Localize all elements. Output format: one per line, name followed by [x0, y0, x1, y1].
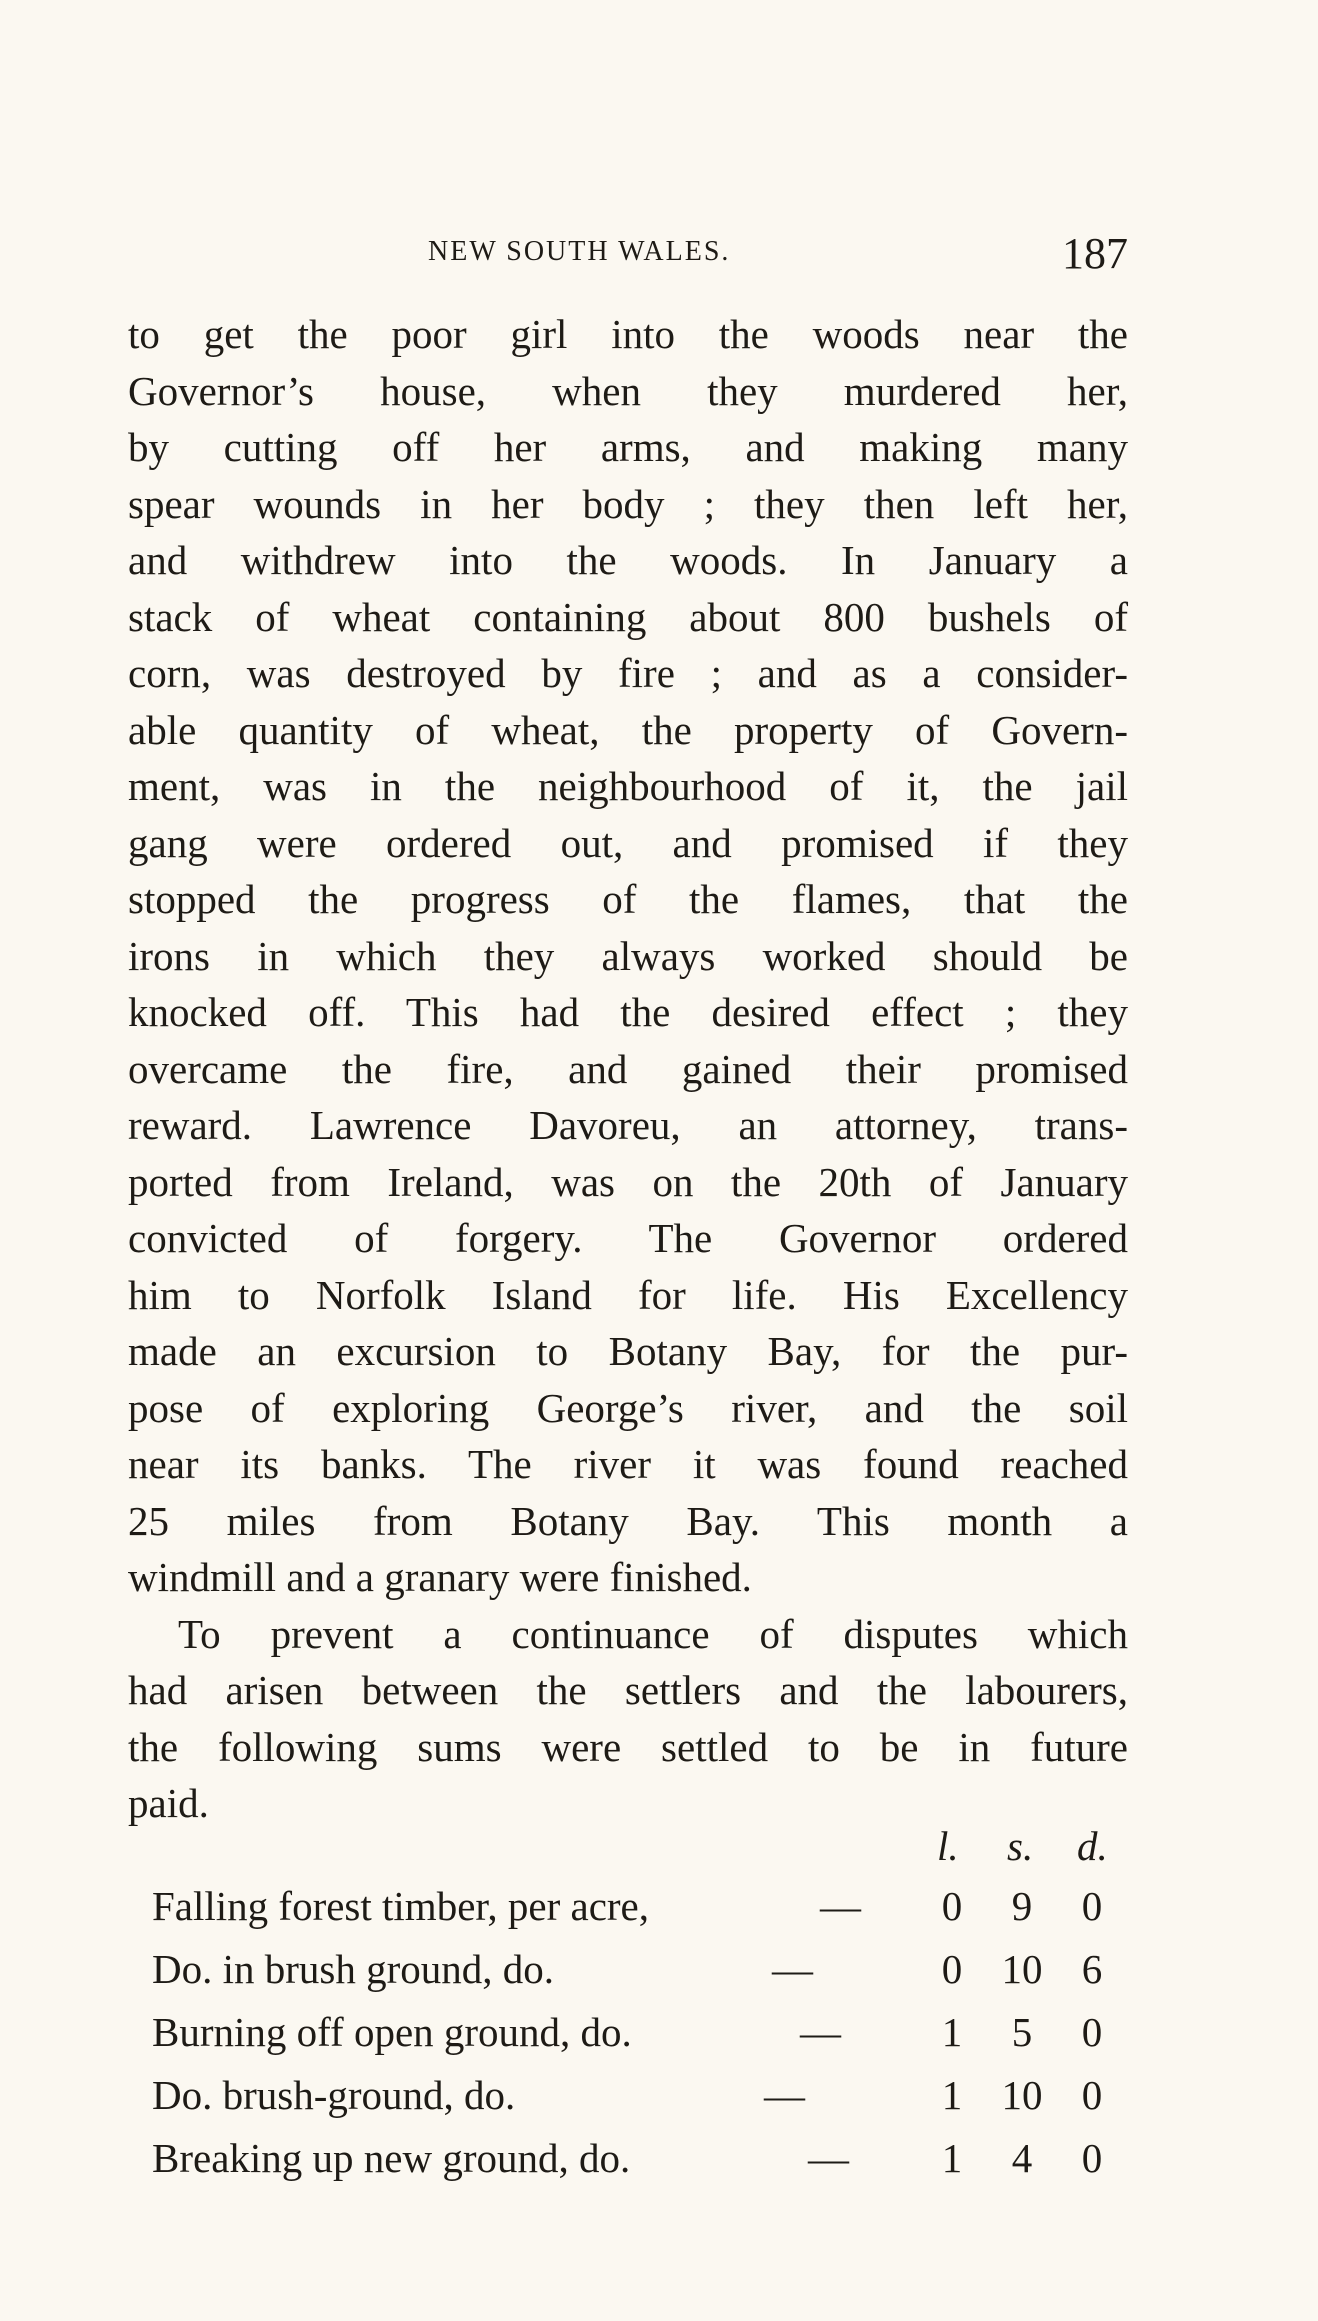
text-line: reward. Lawrence Davoreu, an attorney, trans- — [128, 1102, 1128, 1148]
row-description: Do. brush-ground, do. — [152, 2072, 516, 2118]
text-line: windmill and a granary were finished. — [128, 1554, 752, 1600]
text-line: by cutting off her arms, and making many — [128, 424, 1128, 470]
table-row — [152, 1882, 1112, 1945]
text-line: gang were ordered out, and promised if they — [128, 819, 1128, 866]
running-head: NEW SOUTH WALES. — [428, 236, 731, 267]
row-dash: — — [800, 2009, 841, 2055]
table-row — [152, 2134, 1112, 2197]
row-shillings: 4 — [1011, 2135, 1033, 2181]
row-description: Falling forest timber, per acre, — [152, 1883, 650, 1929]
row-dash: — — [820, 1883, 861, 1929]
text-line: made an excursion to Botany Bay, for the pur- — [128, 1328, 1128, 1374]
text-line: pose of exploring George’s river, and the soil — [128, 1384, 1128, 1431]
row-pounds: 1 — [941, 2072, 963, 2118]
text-line: ment, was in the neighbourhood of it, the jail — [128, 763, 1128, 809]
body-text — [128, 306, 1128, 1832]
text-line: stack of wheat containing about 800 bushels of — [128, 593, 1128, 640]
row-shillings: 5 — [1011, 2009, 1033, 2055]
row-pence: 0 — [1081, 1883, 1103, 1929]
row-description: Burning off open ground, do. — [152, 2009, 632, 2055]
text-line: stopped the progress of the flames, that the — [128, 876, 1128, 922]
table-row — [152, 2071, 1112, 2134]
text-line: irons in which they always worked should be — [128, 932, 1128, 979]
text-line: knocked off. This had the desired effect ; they — [128, 989, 1128, 1035]
text-line: corn, was destroyed by fire ; and as a consider- — [128, 650, 1128, 696]
text-line: able quantity of wheat, the property of Govern- — [128, 706, 1128, 753]
shillings-header: s. — [1007, 1823, 1034, 1869]
table-row — [152, 2008, 1112, 2071]
row-pence: 6 — [1081, 1946, 1103, 1992]
pence-header: d. — [1077, 1823, 1108, 1869]
table-header-row — [152, 1822, 1112, 1882]
row-pence: 0 — [1081, 2072, 1103, 2118]
pounds-header: l. — [937, 1823, 959, 1869]
row-dash: — — [808, 2135, 849, 2181]
table-row — [152, 1945, 1112, 2008]
row-pence: 0 — [1081, 2009, 1103, 2055]
row-pence: 0 — [1081, 2135, 1103, 2181]
text-line: paid. — [128, 1780, 209, 1826]
text-line: overcame the fire, and gained their promised — [128, 1045, 1128, 1092]
row-dash: — — [764, 2072, 805, 2118]
row-shillings: 10 — [1001, 1946, 1043, 1992]
text-line: spear wounds in her body ; they then left her, — [128, 480, 1128, 527]
text-line: the following sums were settled to be in future — [128, 1723, 1128, 1770]
text-line: and withdrew into the woods. In January a — [128, 537, 1128, 583]
row-pounds: 1 — [941, 2135, 963, 2181]
text-line: ported from Ireland, was on the 20th of January — [128, 1158, 1128, 1205]
page-number: 187 — [1062, 229, 1128, 278]
row-pounds: 0 — [941, 1946, 963, 1992]
text-line: To prevent a continuance of disputes which — [178, 1610, 1128, 1657]
text-line: Governor’s house, when they murdered her, — [128, 367, 1128, 414]
text-line: near its banks. The river it was found reached — [128, 1441, 1128, 1487]
wages-table — [152, 1822, 1112, 2197]
text-line: 25 miles from Botany Bay. This month a — [128, 1497, 1128, 1544]
text-line: convicted of forgery. The Governor ordered — [128, 1215, 1128, 1261]
row-shillings: 10 — [1001, 2072, 1043, 2118]
row-shillings: 9 — [1011, 1883, 1033, 1929]
row-description: Do. in brush ground, do. — [152, 1946, 555, 1992]
row-pounds: 0 — [941, 1883, 963, 1929]
text-line: him to Norfolk Island for life. His Excellency — [128, 1271, 1128, 1318]
row-dash: — — [772, 1946, 813, 1992]
row-pounds: 1 — [941, 2009, 963, 2055]
text-line: had arisen between the settlers and the labourers, — [128, 1667, 1128, 1713]
page-header — [128, 228, 1128, 288]
row-description: Breaking up new ground, do. — [152, 2135, 631, 2181]
text-line: to get the poor girl into the woods near the — [128, 311, 1128, 357]
